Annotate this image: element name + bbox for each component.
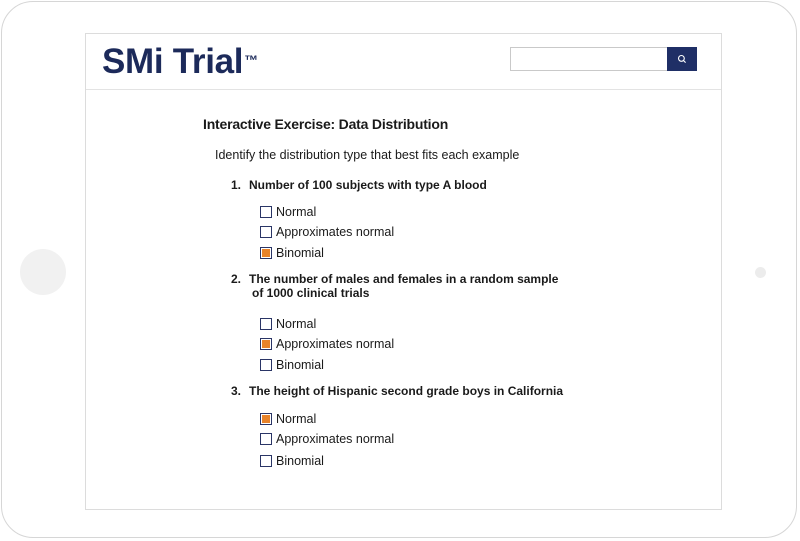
question-number: 3. [231, 384, 242, 398]
app-screen [85, 33, 722, 510]
question-3 [231, 384, 563, 398]
option-label: Approximates normal [276, 337, 395, 351]
question-number: 2. [231, 272, 242, 286]
checkbox[interactable] [260, 413, 272, 425]
question-text: The number of males and females in a random sample [249, 272, 559, 286]
option-label: Normal [276, 317, 317, 331]
q1-option-binomial[interactable] [260, 245, 324, 261]
option-label: Approximates normal [276, 432, 395, 446]
logo-text: SMi Trial [102, 42, 244, 81]
question-text-continued: of 1000 clinical trials [252, 286, 370, 300]
search-input[interactable] [510, 47, 668, 71]
question-2 [231, 272, 558, 300]
checkbox[interactable] [260, 206, 272, 218]
logo [102, 42, 258, 82]
checkbox[interactable] [260, 318, 272, 330]
q3-option-approximates-normal[interactable] [260, 431, 394, 447]
option-label: Approximates normal [276, 225, 395, 239]
q2-option-binomial[interactable] [260, 357, 324, 373]
search-icon [677, 54, 687, 64]
tablet-camera-icon [755, 267, 766, 278]
q3-option-normal[interactable] [260, 411, 316, 427]
q3-option-binomial[interactable] [260, 453, 324, 469]
checkbox[interactable] [260, 433, 272, 445]
exercise-instructions: Identify the distribution type that best fits each example [215, 148, 520, 162]
option-label: Normal [276, 412, 317, 426]
exercise-title: Interactive Exercise: Data Distribution [203, 116, 449, 132]
checkbox[interactable] [260, 226, 272, 238]
checkbox[interactable] [260, 247, 272, 259]
option-label: Normal [276, 205, 317, 219]
checkbox[interactable] [260, 455, 272, 467]
logo-trademark: ™ [244, 52, 258, 68]
checkbox[interactable] [260, 338, 272, 350]
q1-option-approximates-normal[interactable] [260, 224, 394, 240]
q2-option-approximates-normal[interactable] [260, 336, 394, 352]
header [86, 34, 721, 90]
question-number: 1. [231, 178, 242, 192]
question-1 [231, 178, 487, 192]
option-label: Binomial [276, 358, 324, 372]
q2-option-normal[interactable] [260, 316, 316, 332]
search-button[interactable] [667, 47, 697, 71]
question-text: The height of Hispanic second grade boys in California [249, 384, 564, 398]
q1-option-normal[interactable] [260, 204, 316, 220]
tablet-home-button[interactable] [20, 249, 66, 295]
option-label: Binomial [276, 454, 324, 468]
question-text: Number of 100 subjects with type A blood [249, 178, 487, 192]
checkbox[interactable] [260, 359, 272, 371]
option-label: Binomial [276, 246, 324, 260]
